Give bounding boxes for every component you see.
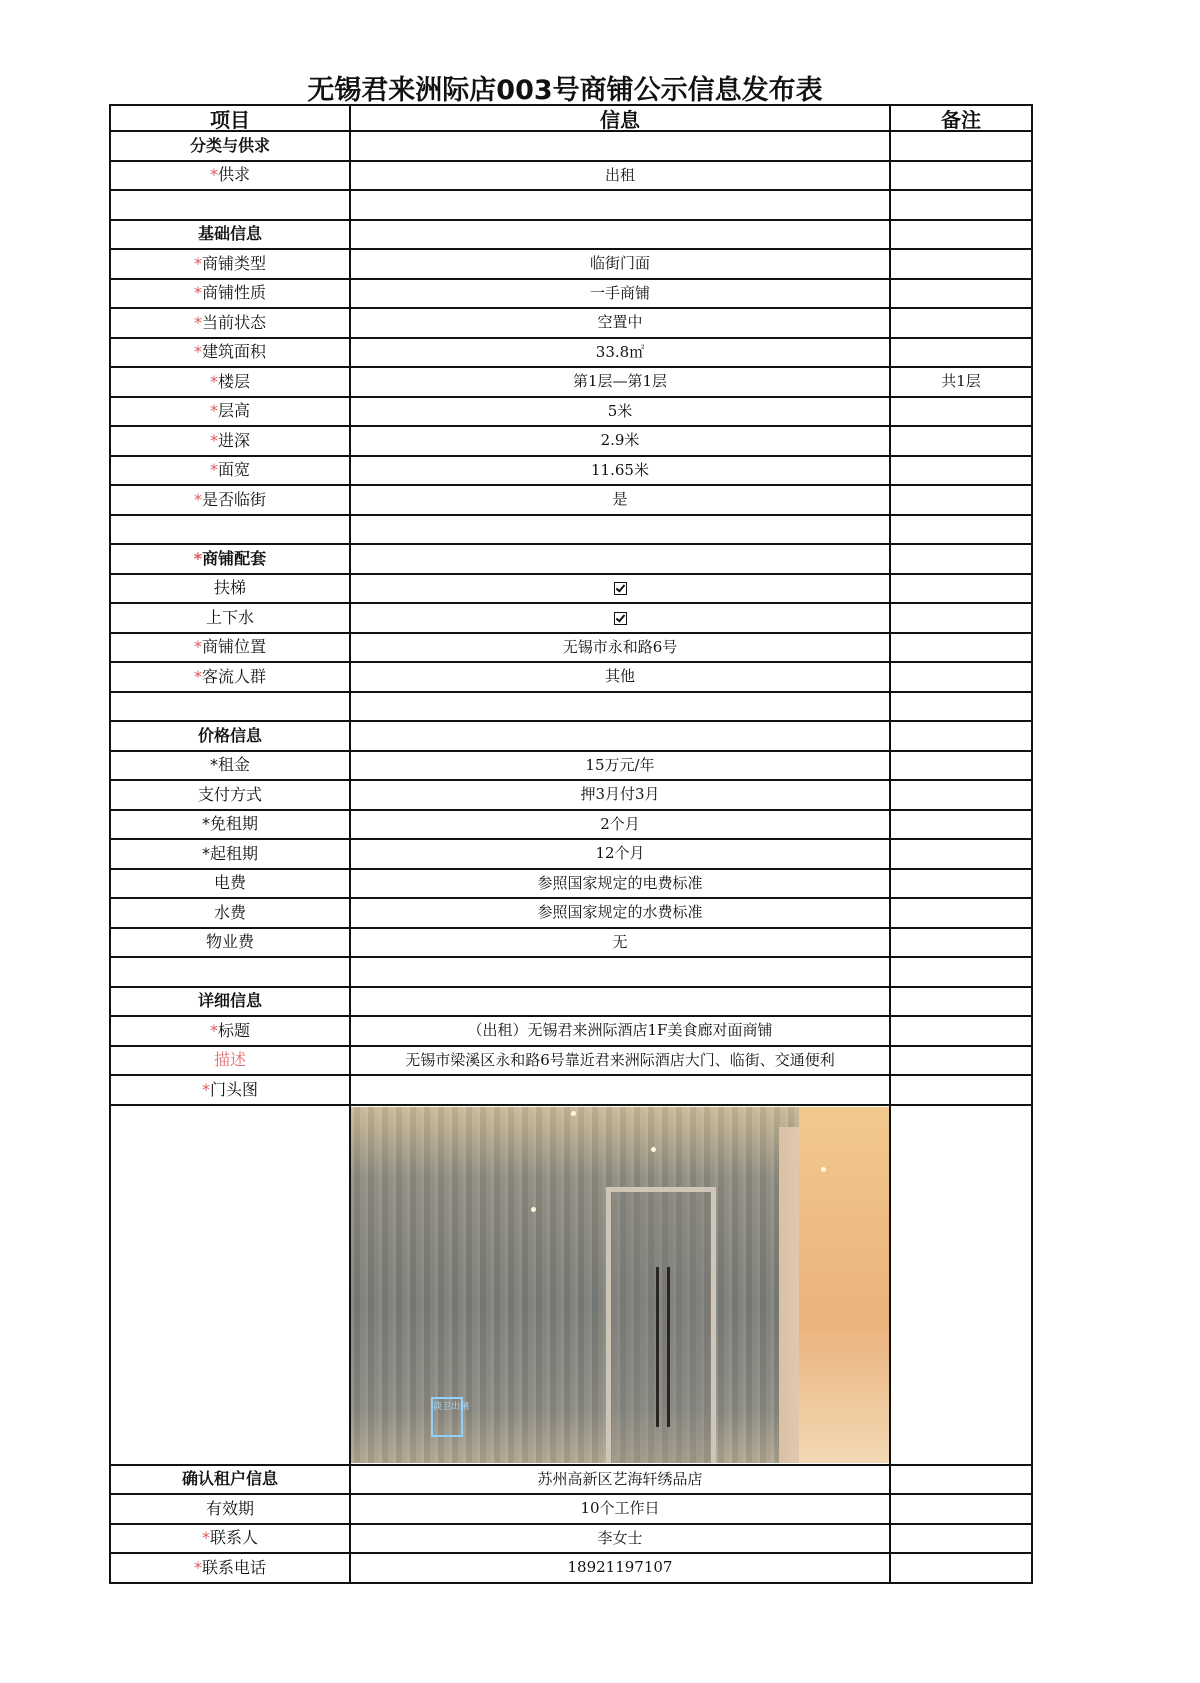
row-label [110,131,350,161]
row-label [110,426,350,456]
table-row [110,456,1032,486]
row-note [890,751,1032,781]
checkbox-checked-icon[interactable] [614,582,627,595]
table-row [110,1553,1032,1583]
row-info [350,574,890,604]
row-info: 出租 [350,161,890,191]
row-info: 一手商铺 [350,279,890,309]
row-label [110,485,350,515]
row-label-text: *租金 [209,755,250,775]
row-info [350,692,890,722]
row-info: 空置中 [350,308,890,338]
table-row [110,338,1032,368]
required-marker: * [209,401,218,421]
row-info: 苏州高新区艺海轩绣品店 [350,1465,890,1495]
row-label-text: 基础信息 [197,224,262,244]
row-label-text: 层高 [217,401,250,421]
row-note [890,662,1032,692]
required-marker: * [193,548,203,568]
header-info: 信息 [350,105,890,131]
row-label [110,279,350,309]
row-label [110,397,350,427]
header-note: 备注 [890,105,1032,131]
row-label-text: 面宽 [217,460,250,480]
row-label-text: 上下水 [205,607,254,627]
table-row [110,544,1032,574]
row-label [110,220,350,250]
row-note [890,515,1032,545]
row-label [110,515,350,545]
storefront-photo-row [110,1105,1032,1465]
row-note [890,397,1032,427]
row-note [890,456,1032,486]
table-row [110,1016,1032,1046]
table-row [110,1046,1032,1076]
row-info: （出租）无锡君来洲际酒店1F美食廊对面商铺 [350,1016,890,1046]
row-info: 11.65米 [350,456,890,486]
table-row [110,633,1032,663]
row-note [890,1465,1032,1495]
row-label-text: *免租期 [201,814,258,834]
row-note [890,190,1032,220]
table-row [110,810,1032,840]
row-note [890,1553,1032,1583]
checkbox-checked-icon[interactable] [614,612,627,625]
row-label [110,603,350,633]
row-info: 12个月 [350,839,890,869]
row-label-text: 水费 [213,902,246,922]
row-label-text: 门头图 [209,1079,258,1099]
table-row [110,308,1032,338]
row-label-text: 是否临街 [201,489,266,509]
row-note [890,1524,1032,1554]
row-note [890,721,1032,751]
row-info [350,987,890,1017]
row-label [110,1524,350,1554]
row-label [110,1046,350,1076]
required-marker: * [193,1557,202,1577]
row-info: 10个工作日 [350,1494,890,1524]
table-row [110,367,1032,397]
row-note: 共1层 [890,367,1032,397]
row-note [890,426,1032,456]
row-info: 第1层—第1层 [350,367,890,397]
table-row [110,515,1032,545]
photo-light [531,1207,536,1212]
row-info: 李女士 [350,1524,890,1554]
row-note [890,987,1032,1017]
row-label-text: 标题 [217,1020,250,1040]
row-note [890,249,1032,279]
row-note [890,1105,1032,1465]
row-info: 2.9米 [350,426,890,456]
row-note [890,338,1032,368]
table-row [110,721,1032,751]
row-note [890,810,1032,840]
row-info: 是 [350,485,890,515]
photo-door-handle [667,1267,670,1427]
table-row [110,1075,1032,1105]
row-label-text: 当前状态 [201,312,266,332]
row-note [890,603,1032,633]
required-marker: * [209,165,218,185]
row-label [110,308,350,338]
table-row [110,1494,1032,1524]
row-note [890,898,1032,928]
table-row [110,751,1032,781]
row-info: 参照国家规定的水费标准 [350,898,890,928]
row-label [110,249,350,279]
row-label-text: 供求 [217,165,250,185]
row-note [890,957,1032,987]
required-marker: * [193,283,202,303]
table-header-row [110,105,1032,131]
row-note [890,633,1032,663]
row-info: 15万元/年 [350,751,890,781]
row-info [350,220,890,250]
row-note [890,780,1032,810]
row-label-text: 扶梯 [213,578,246,598]
row-label-text: 电费 [213,873,246,893]
row-note [890,692,1032,722]
row-label-text: 联系电话 [201,1557,266,1577]
row-label [110,751,350,781]
table-row [110,279,1032,309]
row-label [110,1016,350,1046]
row-note [890,131,1032,161]
row-info: 其他 [350,662,890,692]
row-label-text: 商铺配套 [202,548,267,568]
table-row [110,190,1032,220]
required-marker: * [209,430,218,450]
row-note [890,279,1032,309]
required-marker: * [193,342,202,362]
required-marker: * [201,1079,210,1099]
row-label [110,839,350,869]
row-label [110,456,350,486]
table-row [110,220,1032,250]
row-label-text: *起租期 [201,843,258,863]
info-table [109,104,1033,1584]
row-label [110,1075,350,1105]
row-info [350,721,890,751]
table-row [110,574,1032,604]
row-label [110,367,350,397]
row-label [110,1465,350,1495]
table-row [110,780,1032,810]
table-row [110,869,1032,899]
row-label [110,987,350,1017]
row-label [110,721,350,751]
required-marker: * [201,1528,210,1548]
row-info: 临街门面 [350,249,890,279]
row-note [890,1046,1032,1076]
row-label [110,692,350,722]
row-info [350,544,890,574]
required-marker: * [209,1020,218,1040]
photo-sign: 淡卫出闸 [431,1397,463,1437]
row-info [350,190,890,220]
required-marker: * [193,312,202,332]
storefront-photo-cell [350,1105,890,1465]
row-label-text: 商铺类型 [201,253,266,273]
table-row [110,603,1032,633]
row-info [350,1075,890,1105]
table-row [110,662,1032,692]
row-label-text: 描述 [213,1050,246,1070]
photo-door-handle [656,1267,659,1427]
row-note [890,1494,1032,1524]
table-row [110,426,1032,456]
row-info: 无锡市永和路6号 [350,633,890,663]
storefront-photo [351,1107,889,1463]
row-note [890,220,1032,250]
table-row [110,485,1032,515]
table-row [110,928,1032,958]
table-row [110,1524,1032,1554]
row-label-text: 联系人 [209,1528,258,1548]
row-note [890,1075,1032,1105]
required-marker: * [209,371,218,391]
row-label [110,544,350,574]
table-row [110,898,1032,928]
row-info [350,131,890,161]
required-marker: * [193,666,202,686]
table-row [110,397,1032,427]
row-label [110,928,350,958]
row-note [890,574,1032,604]
row-note [890,485,1032,515]
row-info: 33.8㎡ [350,338,890,368]
row-label-text: 建筑面积 [201,342,266,362]
row-note [890,308,1032,338]
table-row [110,839,1032,869]
row-label [110,662,350,692]
row-note [890,1016,1032,1046]
row-label-text: 详细信息 [197,991,262,1011]
photo-glass-door [606,1187,716,1463]
table-row [110,987,1032,1017]
row-note [890,544,1032,574]
row-label [110,161,350,191]
row-label [110,898,350,928]
header-item: 项目 [110,105,350,131]
row-info: 2个月 [350,810,890,840]
row-label-text: 商铺性质 [201,283,266,303]
row-note [890,869,1032,899]
row-label [110,1105,350,1465]
row-label [110,1553,350,1583]
row-info: 无锡市梁溪区永和路6号靠近君来洲际酒店大门、临街、交通便利 [350,1046,890,1076]
row-label-text: 有效期 [205,1498,254,1518]
required-marker: * [193,489,202,509]
row-label-text: 客流人群 [201,666,266,686]
row-label [110,1494,350,1524]
row-label [110,780,350,810]
row-info [350,515,890,545]
row-note [890,928,1032,958]
row-info: 18921197107 [350,1553,890,1583]
required-marker: * [193,253,202,273]
table-row [110,249,1032,279]
row-label-text: 进深 [217,430,250,450]
row-label [110,869,350,899]
photo-light [571,1111,576,1116]
row-label-text: 支付方式 [197,784,262,804]
row-info [350,603,890,633]
row-label [110,190,350,220]
row-info [350,957,890,987]
required-marker: * [209,460,218,480]
table-row [110,161,1032,191]
row-info: 无 [350,928,890,958]
table-row [110,692,1032,722]
row-note [890,839,1032,869]
table-row [110,131,1032,161]
photo-light [821,1167,826,1172]
row-label-text: 物业费 [205,932,254,952]
row-label-text: 商铺位置 [201,637,266,657]
table-row [110,1465,1032,1495]
row-info: 押3月付3月 [350,780,890,810]
row-label-text: 确认租户信息 [181,1469,278,1489]
row-note [890,161,1032,191]
table-row [110,957,1032,987]
row-label [110,574,350,604]
page-title: 无锡君来洲际店003号商铺公示信息发布表 [307,75,823,106]
photo-light [651,1147,656,1152]
row-label [110,338,350,368]
row-info: 参照国家规定的电费标准 [350,869,890,899]
row-info: 5米 [350,397,890,427]
row-label-text: 价格信息 [197,725,262,745]
row-label-text: 楼层 [217,371,250,391]
photo-wall [799,1107,889,1463]
row-label [110,957,350,987]
required-marker: * [193,637,202,657]
row-label [110,810,350,840]
row-label [110,633,350,663]
row-label-text: 分类与供求 [189,135,270,155]
